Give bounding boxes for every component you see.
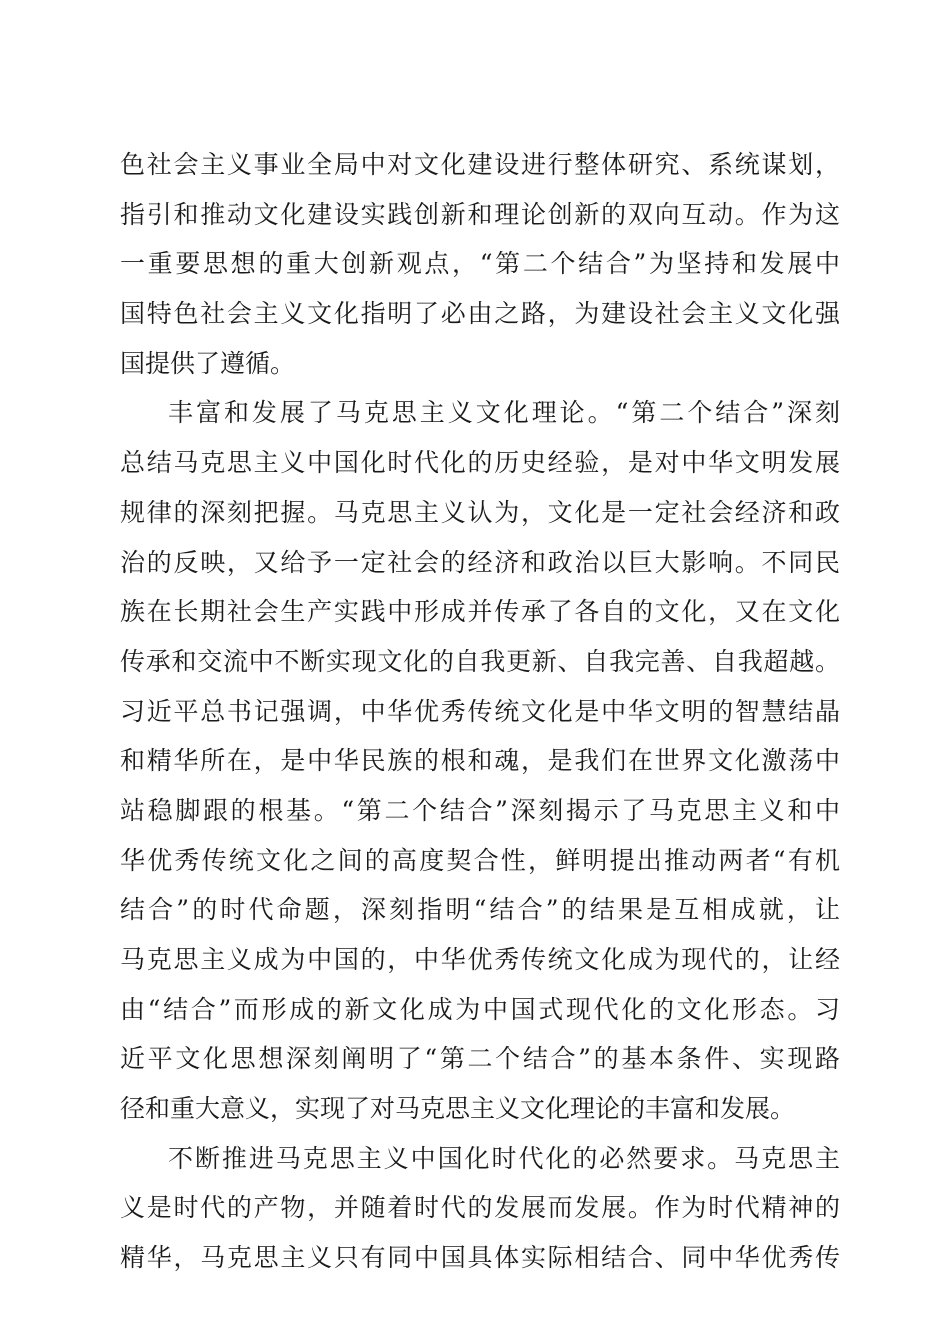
text-line: 马克思主义成为中国的，中华优秀传统文化成为现代的，让经	[120, 945, 840, 974]
text-line: 族在长期社会生产实践中形成并传承了各自的文化，又在文化	[120, 597, 840, 627]
text-line: 精华，马克思主义只有同中国具体实际相结合、同中华优秀传	[120, 1243, 840, 1273]
text-line: 国特色社会主义文化指明了必由之路，为建设社会主义文化强	[120, 299, 840, 329]
text-line: 义是时代的产物，并随着时代的发展而发展。作为时代精神的	[120, 1193, 840, 1223]
body-text	[120, 140, 840, 1283]
text-line: 和精华所在，是中华民族的根和魂，是我们在世界文化激荡中	[120, 746, 840, 776]
text-line: 一重要思想的重大创新观点，“第二个结合”为坚持和发展中	[120, 249, 840, 279]
text-line: 规律的深刻把握。马克思主义认为，文化是一定社会经济和政	[120, 497, 840, 527]
text-line: 由“结合”而形成的新文化成为中国式现代化的文化形态。习	[120, 994, 840, 1024]
paragraph-start-line: 不断推进马克思主义中国化时代化的必然要求。马克思主	[168, 1143, 840, 1173]
paragraph-start-line: 丰富和发展了马克思主义文化理论。“第二个结合”深刻	[168, 398, 840, 428]
text-line: 治的反映，又给予一定社会的经济和政治以巨大影响。不同民	[120, 547, 840, 577]
text-line: 指引和推动文化建设实践创新和理论创新的双向互动。作为这	[120, 199, 840, 229]
text-line: 传承和交流中不断实现文化的自我更新、自我完善、自我超越。	[120, 646, 840, 676]
text-line: 站稳脚跟的根基。“第二个结合”深刻揭示了马克思主义和中	[120, 795, 840, 825]
text-line: 华优秀传统文化之间的高度契合性，鲜明提出推动两者“有机	[120, 845, 840, 875]
text-line: 色社会主义事业全局中对文化建设进行整体研究、系统谋划，	[120, 150, 840, 179]
text-line: 近平文化思想深刻阐明了“第二个结合”的基本条件、实现路	[120, 1044, 840, 1074]
text-line: 总结马克思主义中国化时代化的历史经验，是对中华文明发展	[120, 448, 840, 478]
text-line: 径和重大意义，实现了对马克思主义文化理论的丰富和发展。	[120, 1094, 796, 1124]
text-line: 结合”的时代命题，深刻指明“结合”的结果是互相成就，让	[120, 895, 840, 925]
text-line: 国提供了遵循。	[120, 348, 296, 378]
text-line: 习近平总书记强调，中华优秀传统文化是中华文明的智慧结晶	[120, 696, 840, 726]
